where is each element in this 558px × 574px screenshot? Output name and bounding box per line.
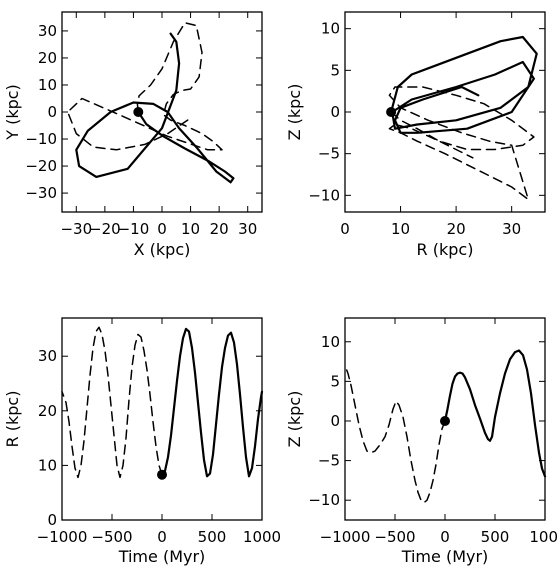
panel-rz [285,12,545,259]
x-tick-label: −500 [374,528,416,546]
x-tick-label: −1000 [36,528,88,546]
x-tick-label: −10 [117,220,150,238]
y-tick-label: 0 [330,103,340,121]
y-tick-label: 5 [330,61,340,80]
current-position-marker [440,416,450,426]
panel-tz [285,318,558,566]
orbit-trace-dashed [68,23,222,150]
x-tick-label: 20 [209,220,229,238]
y-tick-label: 0 [47,103,57,121]
y-axis-label: Z (kpc) [285,83,304,141]
y-tick-label: 30 [37,347,57,366]
y-axis-label: Z (kpc) [285,390,304,448]
y-tick-label: −10 [308,186,340,205]
y-tick-label: −30 [25,184,57,203]
x-axis-label: Time (Myr) [118,547,206,566]
y-tick-label: 10 [37,75,57,94]
x-axis-label: R (kpc) [416,240,474,259]
current-position-marker [157,470,167,480]
orbit-trace-solid [445,351,545,477]
y-axis-label: R (kpc) [3,390,22,448]
y-tick-label: −5 [317,451,340,470]
y-tick-label: −10 [25,130,57,149]
y-tick-label: 0 [47,511,57,529]
plot-frame [62,318,262,520]
orbit-trace-solid [162,329,262,476]
y-tick-label: 10 [320,332,340,351]
orbit-trace-solid [391,37,537,133]
y-tick-label: 0 [330,411,340,430]
x-tick-label: 0 [157,528,167,546]
x-axis-label: X (kpc) [133,240,191,259]
y-tick-label: 30 [37,21,57,40]
y-tick-label: 20 [37,401,57,420]
x-tick-label: −1000 [319,528,371,546]
y-tick-label: −5 [317,144,340,163]
x-tick-label: 10 [181,220,201,238]
x-tick-label: −20 [89,220,121,238]
y-tick-label: −10 [308,491,340,510]
x-tick-label: 1000 [242,528,282,546]
x-tick-label: 0 [440,528,450,546]
x-tick-label: 20 [446,220,466,238]
x-tick-label: 10 [391,220,411,238]
x-tick-label: 30 [238,220,258,238]
current-position-marker [386,107,396,117]
y-tick-label: 5 [330,372,340,391]
x-tick-label: −30 [60,220,93,238]
panel-tr [3,318,281,566]
x-tick-label: 500 [480,528,510,546]
x-tick-label: 30 [502,220,522,238]
y-axis-label: Y (kpc) [3,84,22,140]
orbit-trace-dashed [62,327,162,477]
x-tick-label: −500 [91,528,133,546]
current-position-marker [133,107,143,117]
orbit-trace-dashed [345,366,445,503]
x-tick-label-clipped: 100 [529,528,558,546]
panel-xy [3,12,262,259]
x-axis-label: Time (Myr) [401,547,489,566]
plot-frame [345,12,545,212]
x-tick-label: 0 [157,220,167,238]
y-tick-label: 20 [37,48,57,67]
y-tick-label: 10 [320,19,340,38]
orbit-trace-solid [76,34,233,183]
y-tick-label: −20 [25,157,57,176]
y-tick-label: 10 [37,456,57,475]
x-tick-label: 0 [340,220,350,238]
x-tick-label: 500 [197,528,227,546]
